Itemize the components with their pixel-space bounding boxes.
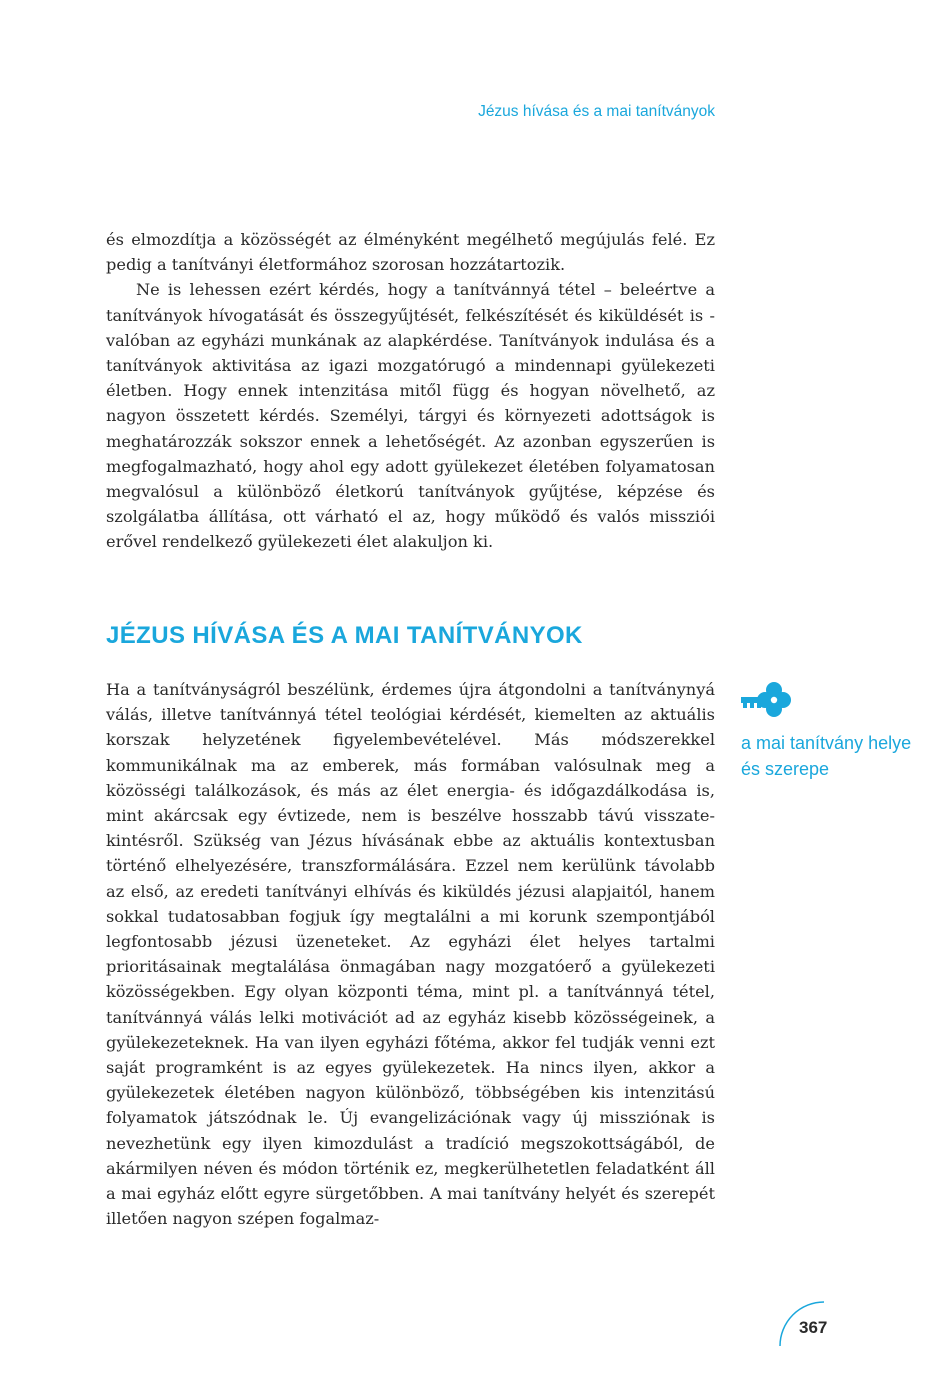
- paragraph: és elmozdítja a közösségét az élményként megélhető megújulás felé. Ez pedig a tanítványi életformához szorosan hozzátartozik.: [106, 230, 715, 275]
- margin-note: [741, 680, 921, 782]
- section-body: [106, 677, 715, 1231]
- margin-note-text: a mai tanítvány helye és szerepe: [741, 733, 912, 779]
- section-heading: JÉZUS HÍVÁSA ÉS A MAI TANÍTVÁNYOK: [106, 622, 583, 649]
- key-icon: [741, 680, 793, 720]
- paragraph: Ha a tanítványságról beszélünk, érdemes újra átgondolni a tanítványnyá válás, illetve tanítvánnyá tétel teológiai kérdését, kiemelten az aktuális korszak helyzetének figyelembevételével. Más módszerekkel kommunikálnak ma az emberek, más formában valósulnak meg a közösségi találkozások, és más az élet energia- és időgazdálkodása is, mint akárcsak egy évtizede, nem is beszélve hosszabb távú visszatekintésről. Szükség van Jézus hívásának ebbe az aktuális kontextusban történő elhelyezésére, transzformálására. Ezzel nem kerülünk távolabb az első, az eredeti tanítványi elhívás és kiküldés jézusi alapjaitól, hanem sokkal tudatosabban fogjuk így megtalálni a mi korunk szempontjából legfontosabb jézusi üzeneteket. Az egyházi élet helyes tartalmi prioritásainak megtalálása önmagában nagy mozgatóerő a gyülekezeti közösségekben. Egy olyan központi téma, mint pl. a tanítvánnyá tétel, tanítvánnyá válás lelki motivációt ad az egyház kisebb közösségeinek, a gyülekezeteknek. Ha van ilyen egyházi főtéma, akkor fel tudják venni ezt saját programként is az egyes gyülekezetek. Ha nincs ilyen, akkor a gyülekezetek életében nagyon különböző, többségében kis intenzitású folyamatok játszódnak le. Új evangelizációnak vagy új missziónak is nevezhetünk egy ilyen kimozdulást a tradíció megszokottságából, de akármilyen néven és módon történik ez, megkerülhetetlen feladatként áll a mai egyház előtt egyre sürgetőbben. A mai tanítvány helyét és szerepét illetően nagyon szépen fogalmaz-: [106, 680, 715, 1229]
- running-head: Jézus hívása és a mai tanítványok: [478, 103, 715, 120]
- paragraph: Ne is lehessen ezért kérdés, hogy a tanítvánnyá tétel – beleértve a tanítványok hívogatását és összegyűjtését, felkészítését és kiküldését is - valóban az egyházi munkának az alapkérdése. Tanítványok indulása és a tanítványok aktivitása az igazi mozgatórugó a mindennapi gyülekezeti életben. Hogy ennek intenzitása mitől függ és hogyan növelhető, az nagyon összetett kérdés. Személyi, tárgyi és környezeti adottságok is meghatározzák sokszor ennek a lehetőségét. Az azonban egyszerűen is megfogalmazható, hogy ahol egy adott gyülekezet életében folyamatosan megvalósul a különböző életkorú tanítványok gyűjtése, képzése és szolgálatba állítása, ott várható el az, hogy működő és valós missziói erővel rendelkező gyülekezeti élet alakuljon ki.: [106, 280, 715, 552]
- body-text-before: [106, 227, 715, 555]
- page-number: 367: [799, 1318, 828, 1337]
